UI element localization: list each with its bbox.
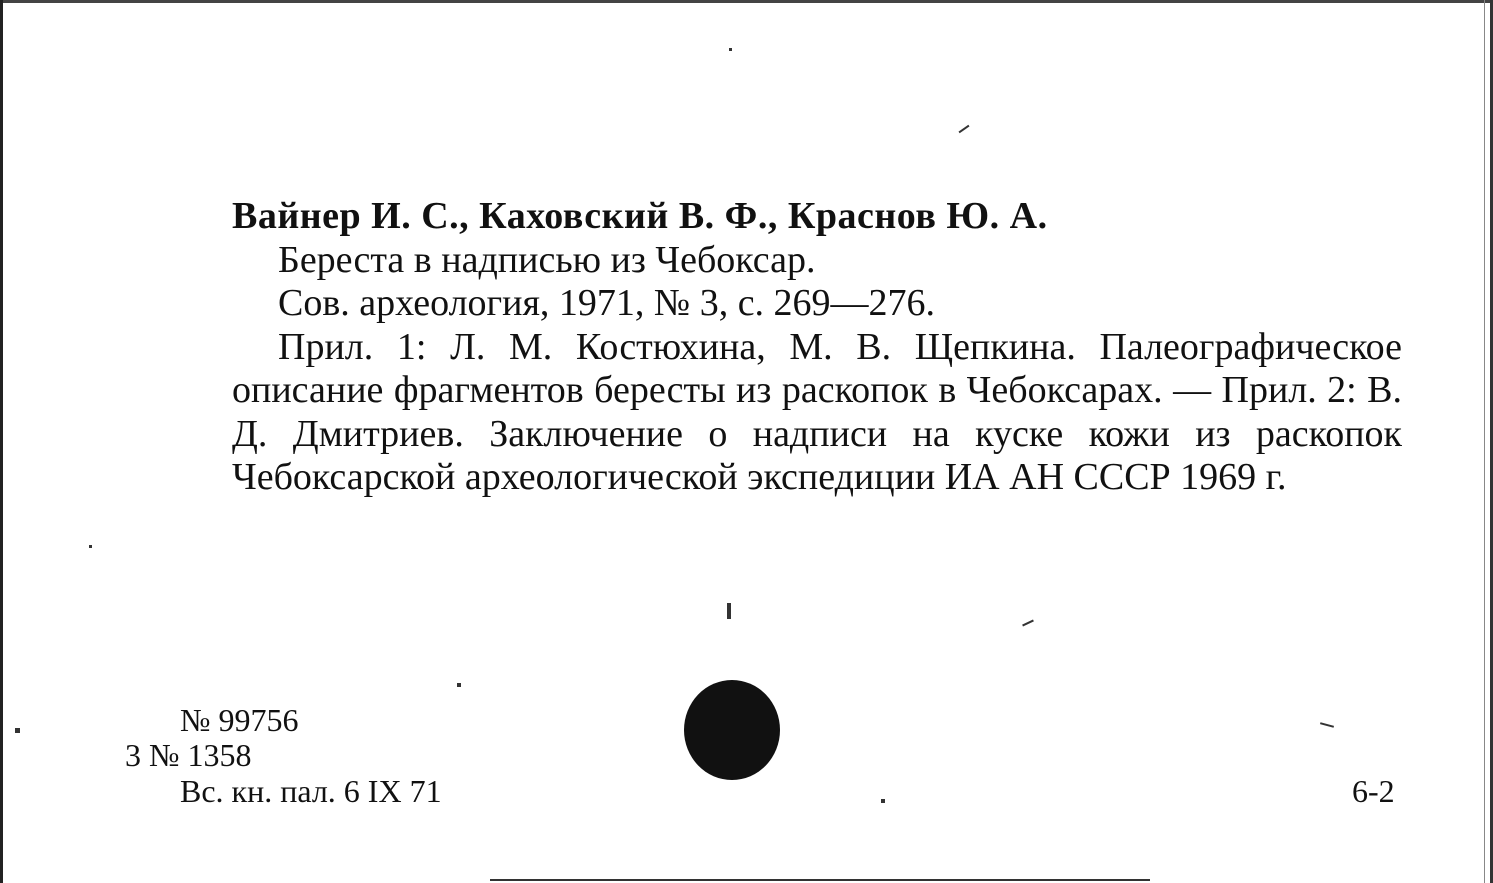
- source-line: Сов. археология, 1971, № 3, с. 269—276.: [278, 282, 936, 324]
- appendix-note: Прил. 1: Л. М. Костюхина, М. В. Щепкина. Палеографическое описание фрагментов бересты из раскопок в Чебоксарах. — Прил. 2: В. Д. Дмитриев. Заключение о надписи на куске кожи из раскопок Чебоксарской археологической экспедиции ИА АН СССР 1969 г.: [232, 325, 1402, 498]
- classification-code: 6-2: [1352, 773, 1395, 809]
- speck: [727, 603, 731, 619]
- speck: [1022, 620, 1034, 627]
- order-number: 3 № 1358: [125, 737, 252, 773]
- authors-line: Вайнер И. С., Каховский В. Ф., Краснов Ю. А.: [232, 195, 1048, 237]
- bibliographic-entry: [232, 195, 1402, 500]
- speck: [881, 799, 885, 803]
- card-border-bottom: [490, 879, 1150, 881]
- title-line: Береста в надписью из Чебоксар.: [278, 238, 816, 281]
- accession-number: № 99756: [180, 702, 299, 738]
- card-border-top: [0, 0, 1493, 3]
- card-border-left: [0, 0, 3, 883]
- speck: [15, 728, 20, 733]
- speck: [457, 683, 461, 687]
- punch-hole: [684, 680, 780, 780]
- speck: [89, 545, 92, 548]
- speck: [729, 48, 732, 51]
- speck: [959, 125, 970, 134]
- speck: [1320, 722, 1334, 728]
- library-note: Вс. кн. пал. 6 IX 71: [180, 773, 442, 809]
- card-border-right-inner: [1484, 0, 1485, 883]
